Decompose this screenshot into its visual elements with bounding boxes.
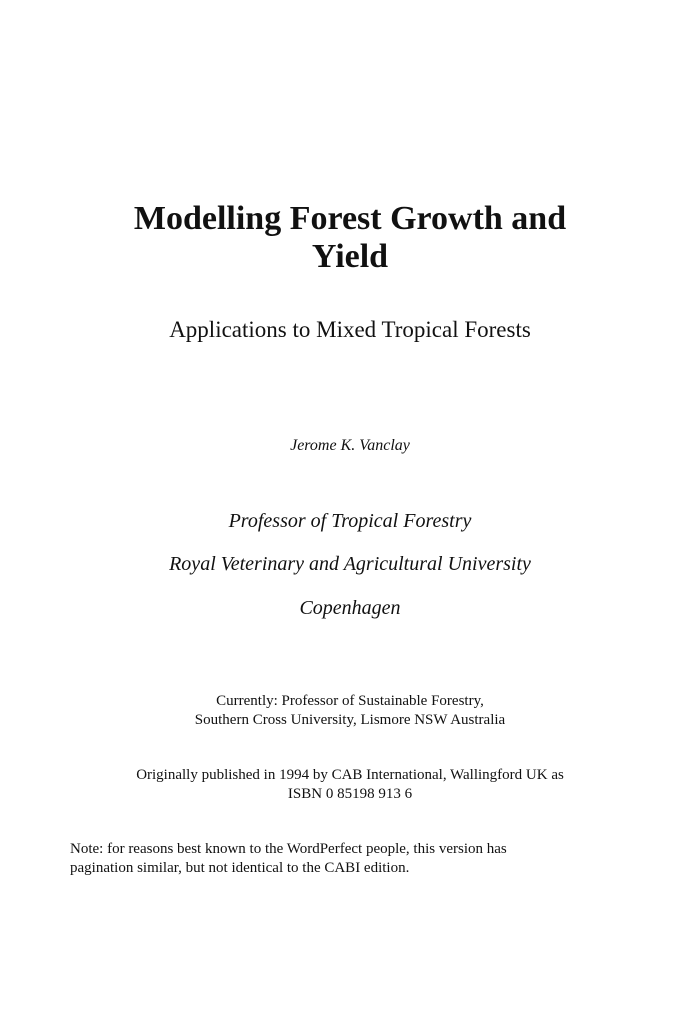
author-name: Jerome K. Vanclay	[290, 437, 410, 454]
author-position: Professor of Tropical Forestry	[228, 510, 472, 532]
publication-info	[0, 766, 700, 804]
book-title-line-1: Modelling Forest Growth and	[133, 200, 567, 237]
publication-isbn: ISBN 0 85198 913 6	[287, 786, 413, 802]
current-position-line-1: Currently: Professor of Sustainable Forestry,	[216, 693, 484, 709]
current-position	[0, 692, 700, 730]
publication-info-line-1: Originally published in 1994 by CAB International, Wallingford UK as	[136, 767, 564, 783]
book-title	[0, 200, 700, 276]
pagination-note-line-2: pagination similar, but not identical to the CABI edition.	[70, 860, 410, 876]
pagination-note	[70, 840, 630, 878]
book-title-line-2: Yield	[311, 238, 389, 275]
author-city: Copenhagen	[299, 597, 401, 619]
current-position-line-2: Southern Cross University, Lismore NSW Australia	[194, 712, 506, 728]
pagination-note-line-1: Note: for reasons best known to the WordPerfect people, this version has	[70, 841, 507, 857]
book-subtitle: Applications to Mixed Tropical Forests	[169, 317, 531, 342]
author-university: Royal Veterinary and Agricultural University	[169, 553, 531, 575]
